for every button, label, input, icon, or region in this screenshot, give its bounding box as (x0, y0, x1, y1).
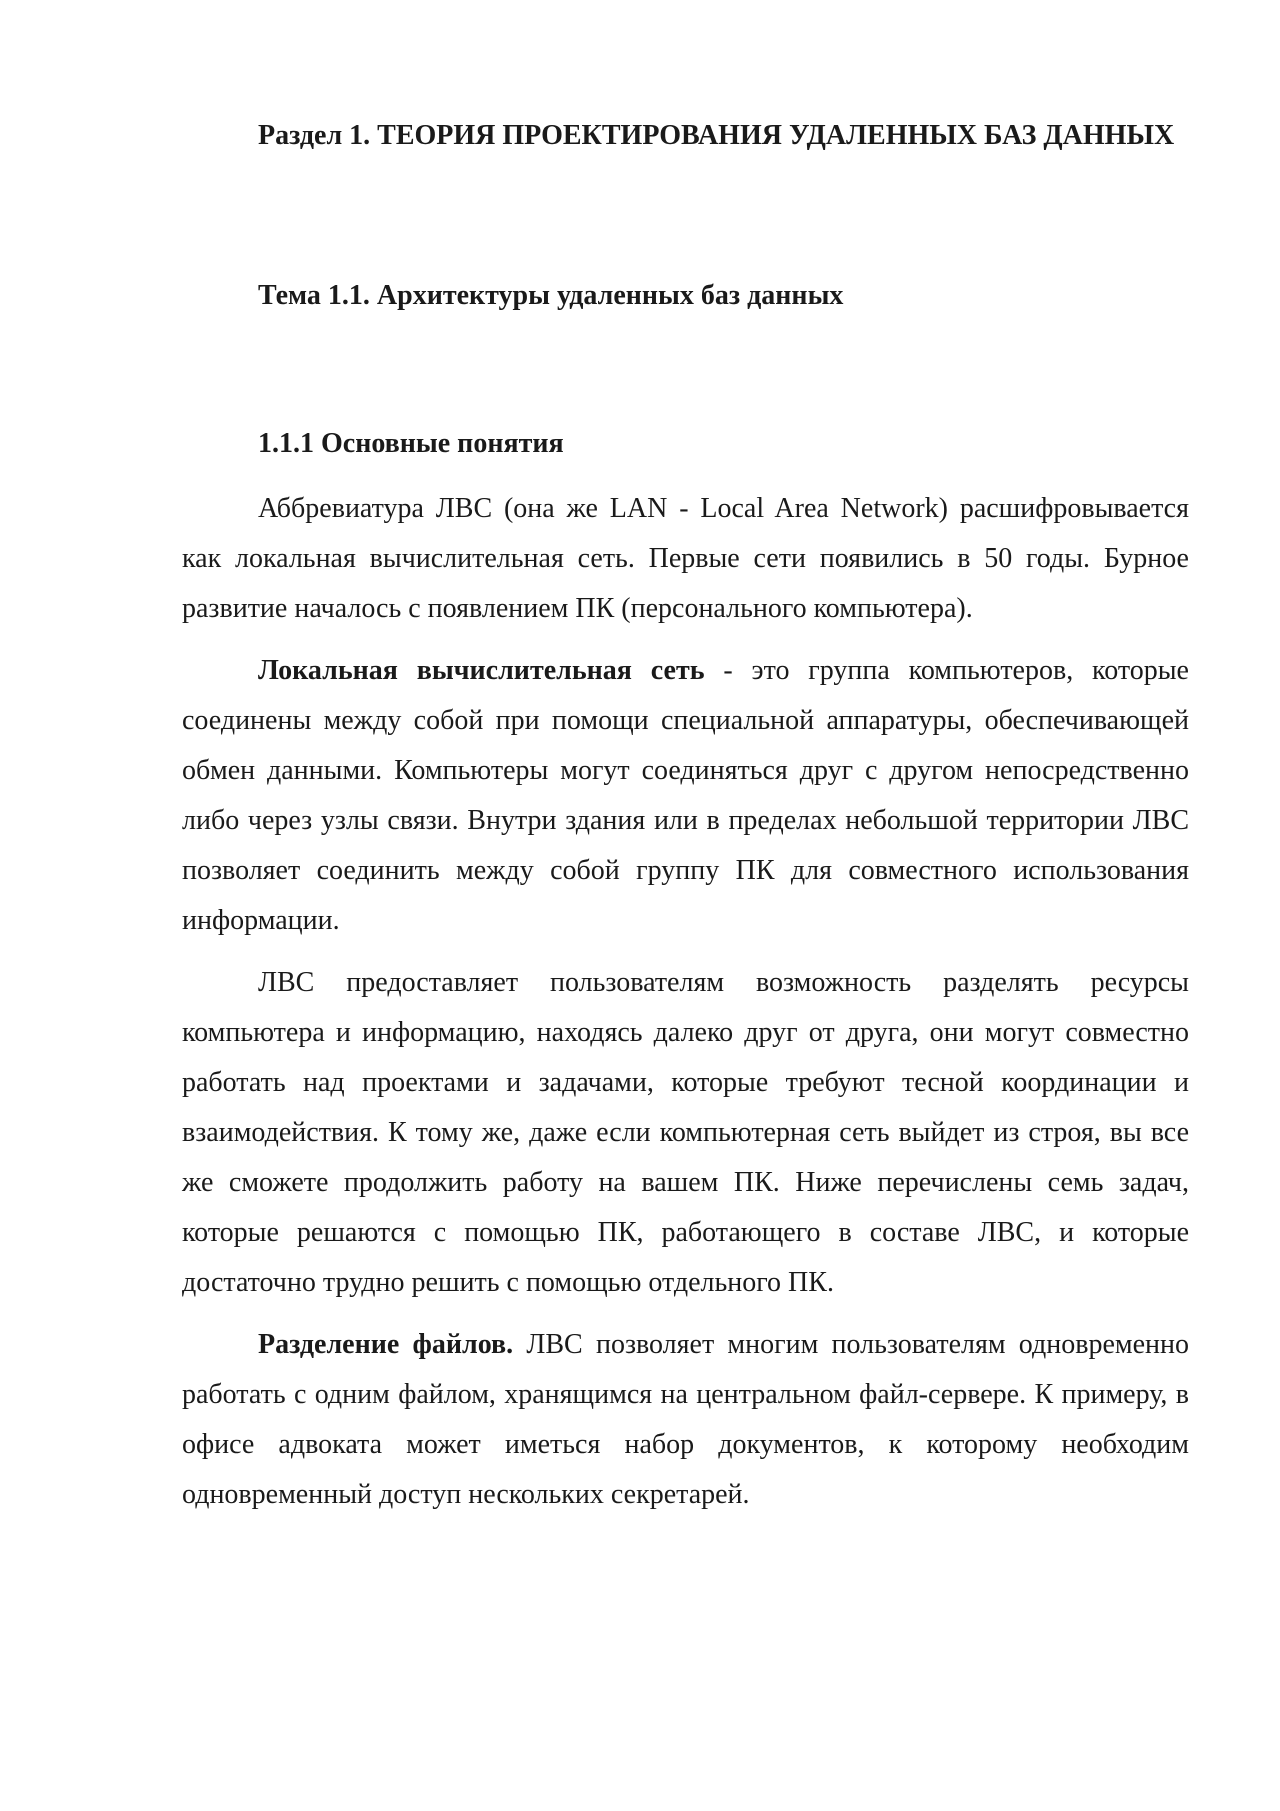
subsection-title: 1.1.1 Основные понятия (258, 428, 564, 459)
file-sharing-text: ЛВС позволяет многим пользователям одновременно работать с одним файлом, хранящимся на центральном файл-сервере. К примеру, в офисе адвоката может иметься набор документов, к которому необходим одновременный доступ нескольких секретарей. (182, 1329, 1189, 1510)
term-lan: Локальная вычислительная сеть (258, 655, 705, 686)
term-file-sharing: Разделение файлов. (258, 1329, 514, 1360)
section-title: Раздел 1. ТЕОРИЯ ПРОЕКТИРОВАНИЯ УДАЛЕННЫХ БАЗ ДАННЫХ (258, 120, 1175, 151)
paragraph-lan-abbreviation: Аббревиатура ЛВС (она же LAN - Local Area Network) расшифровывается как локальная вычислительная сеть. Первые сети появились в 50 годы. Бурное развитие началось с появлением ПК (персонального компьютера). (182, 493, 1189, 624)
paragraph-file-sharing (182, 1320, 1189, 1520)
topic-title: Тема 1.1. Архитектуры удаленных баз данных (258, 280, 844, 311)
paragraph-lan-definition (182, 646, 1189, 946)
document-body (182, 112, 1189, 1520)
definition-text: - это группа компьютеров, которые соединены между собой при помощи специальной аппаратуры, обеспечивающей обмен данными. Компьютеры могут соединяться друг с другом непосредственно либо через узлы связи. Внутри здания или в пределах небольшой территории ЛВС позволяет соединить между собой группу ПК для совместного использования информации. (182, 655, 1189, 936)
paragraph-lan-capabilities: ЛВС предоставляет пользователям возможность разделять ресурсы компьютера и информацию, находясь далеко друг от друга, они могут совместно работать над проектами и задачами, которые требуют тесной координации и взаимодействия. К тому же, даже если компьютерная сеть выйдет из строя, вы все же сможете продолжить работу на вашем ПК. Ниже перечислены семь задач, которые решаются с помощью ПК, работающего в составе ЛВС, и которые достаточно трудно решить с помощью отдельного ПК. (182, 967, 1189, 1298)
